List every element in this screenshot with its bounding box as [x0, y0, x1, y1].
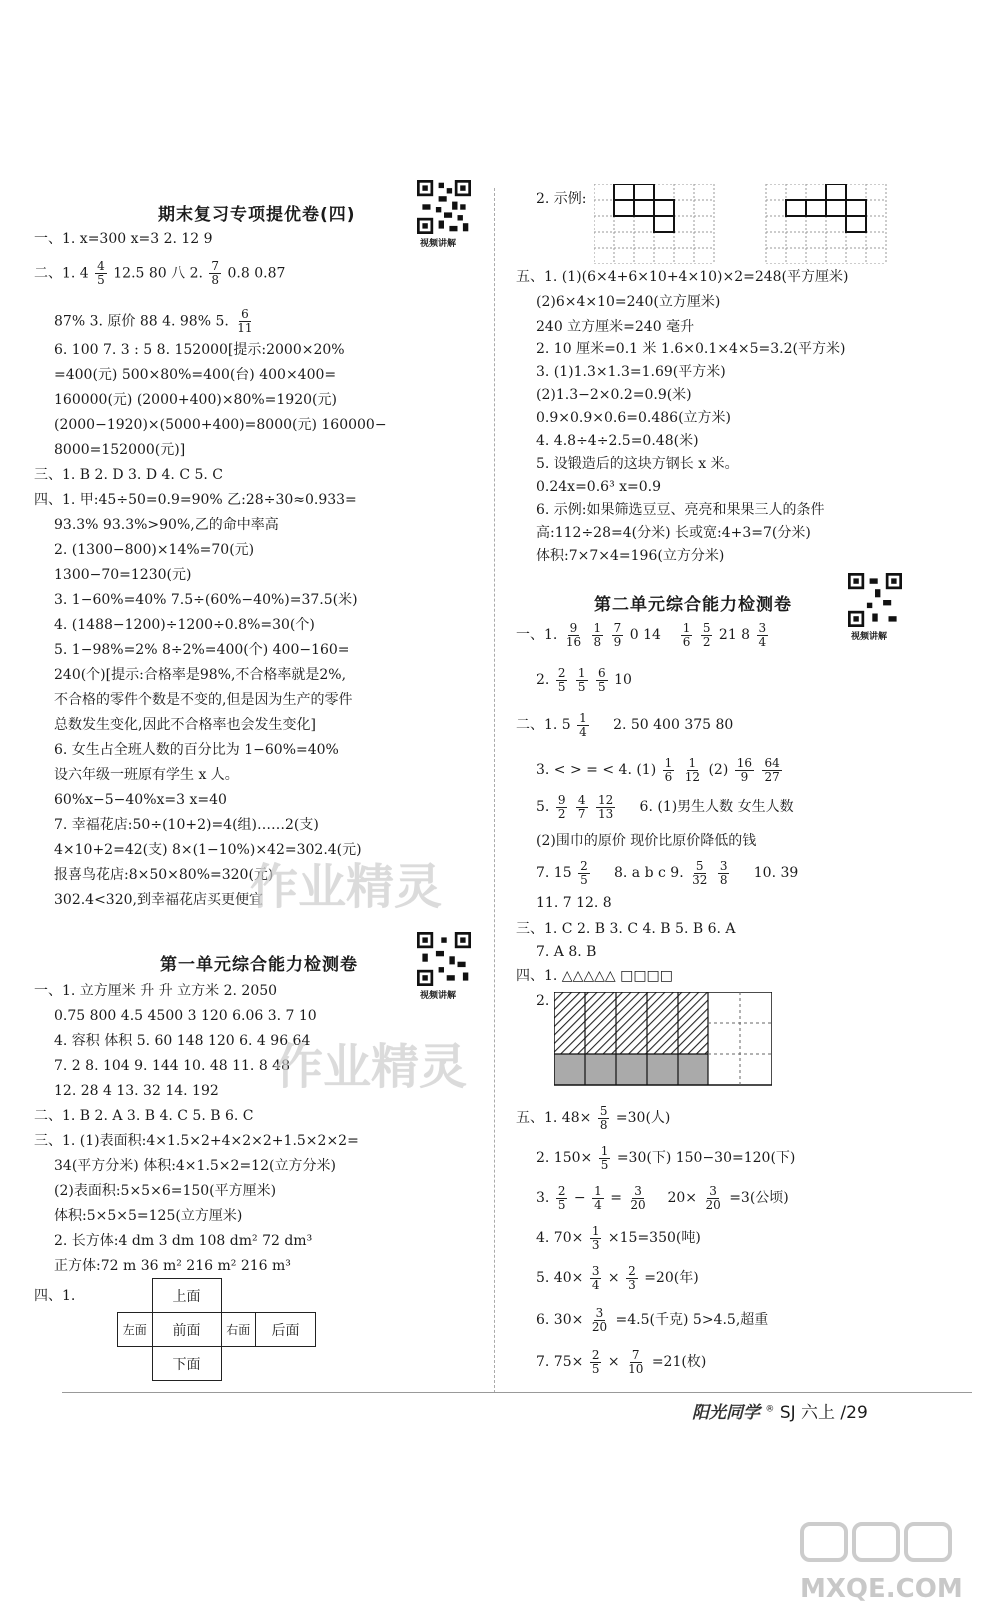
text-line: 160000(元) (2000+400)×80%=1920(元)	[54, 392, 337, 408]
text-line: 0 14	[629, 627, 661, 643]
net-back: 后面	[256, 1313, 316, 1347]
text-line: 0.24x=0.6³ x=0.9	[536, 479, 662, 495]
text-line: (2)表面积:5×5×6=150(平方厘米)	[54, 1183, 277, 1199]
text-line: 0.9×0.9×0.6=0.486(立方米)	[536, 410, 731, 426]
text-line: 6. 女生占全班人数的百分比为 1−60%=40%	[54, 742, 339, 758]
page-footer: 阳光同学 ® SJ 六上 /29	[692, 1403, 868, 1423]
fraction: $\frac{2}{5}$	[591, 1347, 600, 1376]
fraction: $\frac{6}{5}$	[598, 665, 606, 694]
text-line: 60%x−5−40%x=3 x=40	[54, 792, 227, 808]
text-line: 2.	[536, 672, 550, 688]
text-line: 2. 50 400 375 80	[613, 717, 734, 733]
text-line: 一、1.	[516, 627, 558, 643]
fraction: $\frac{6}{11}$	[237, 307, 253, 335]
text-line: =	[610, 1190, 622, 1206]
fraction: $\frac{1}{5}$	[600, 1143, 609, 1172]
fraction: $\frac{5}{2}$	[702, 620, 711, 649]
text-line: 1. x=300 x=3 2. 12 9	[62, 231, 213, 247]
text-line: ×	[607, 1354, 620, 1370]
text-line: 6. 100 7. 3 : 5 8. 152000[提示:2000×20%	[54, 342, 345, 358]
fraction: $\frac{4}{7}$	[577, 792, 586, 821]
text-line: (2)围巾的原价 现价比原价降低的钱	[536, 833, 757, 849]
text-line: 2. (1300−800)×14%=70(元)	[54, 542, 255, 558]
qr-caption: 视频讲解	[420, 239, 457, 249]
fraction: $\frac{7}{10}$	[628, 1347, 644, 1376]
text-line: =30(下) 150−30=120(下)	[616, 1150, 796, 1166]
qr-caption: 视频讲解	[851, 632, 888, 642]
text-line: 6. 30×	[536, 1312, 584, 1328]
fraction: $\frac{9}{16}$	[565, 620, 582, 649]
text-line: 5. 设锻造后的这块方钢长 x 米。	[536, 456, 739, 472]
text-line: 87% 3. 原价 88 4. 98% 5.	[54, 313, 229, 330]
fraction: $\frac{1}{5}$	[577, 665, 586, 694]
fraction: $\frac{3}{20}$	[630, 1183, 646, 1212]
text-line: 二、1. 5	[516, 717, 571, 733]
text-line: 6. (1)男生人数 女生人数	[639, 799, 794, 815]
text-line: 7. A 8. B	[536, 944, 597, 960]
text-line: 8. a b c 9.	[613, 865, 684, 881]
fraction: $\frac{1}{6}$	[682, 620, 691, 649]
text-line: 20×	[667, 1190, 698, 1206]
watermark: 作业精灵	[250, 859, 443, 915]
text-line: −	[573, 1190, 586, 1206]
text-line: 7. 75×	[536, 1354, 584, 1370]
logo-text: MXQE.COM	[800, 1574, 963, 1604]
text-line: 302.4<320,到幸福花店买更便宜	[54, 892, 263, 908]
fraction: $\frac{3}{8}$	[719, 858, 728, 887]
fraction: $\frac{3}{4}$	[758, 620, 767, 649]
fraction: $\frac{16}{9}$	[736, 755, 753, 784]
qr-caption: 视频讲解	[420, 991, 457, 1001]
text-line: 设六年级一班原有学生 x 人。	[54, 767, 239, 783]
text-line: 四、1. △△△△△ □□□□	[516, 968, 674, 984]
text-line: =400(元) 500×80%=400(台) 400×400=	[54, 367, 337, 383]
fraction: $\frac{2}{5}$	[580, 858, 588, 887]
text-line: 4. 4.8÷4÷2.5=0.48(米)	[536, 433, 699, 449]
text-line: 4×10+2=42(支) 8×(1−10%)×42=302.4(元)	[54, 842, 362, 858]
text-line: 0.8 0.87	[227, 265, 286, 282]
fraction: $\frac{1}{3}$	[591, 1223, 600, 1252]
net-right: 右面	[221, 1313, 256, 1347]
footer-rule	[62, 1392, 972, 1393]
text-line: (2)	[708, 762, 729, 778]
text-line: 体积:7×7×4=196(立方分米)	[536, 548, 725, 564]
text-line: 五、1. (1)(6×4+6×10+4×10)×2=248(平方厘米)	[516, 269, 849, 285]
section-title: 第二单元综合能力检测卷	[594, 595, 792, 615]
text-line: (2)1.3−2×0.2=0.9(米)	[536, 387, 692, 403]
text-line: 7. 幸福花店:50÷(10+2)=4(组)……2(支)	[54, 817, 319, 833]
brand-logo: 阳光同学	[692, 1403, 760, 1423]
text-line: 一、1. 立方厘米 升 升 立方米 2. 2050	[34, 983, 278, 999]
page-code: SJ 六上 /29	[779, 1403, 868, 1423]
fraction: $\frac{5}{8}$	[599, 1103, 608, 1132]
fraction: $\frac{7}{8}$	[211, 259, 220, 287]
fraction: $\frac{2}{5}$	[557, 1183, 566, 1212]
text-line: 2. 10 厘米=0.1 米 1.6×0.1×4×5=3.2(平方米)	[536, 341, 846, 357]
net-front: 前面	[152, 1313, 221, 1347]
text-line: 5. 40×	[536, 1270, 584, 1286]
text-line: 7. 15	[536, 865, 572, 881]
fraction: $\frac{2}{3}$	[628, 1263, 636, 1292]
fraction: $\frac{1}{8}$	[593, 620, 602, 649]
fraction: $\frac{9}{2}$	[557, 792, 566, 821]
text-line: (2000−1920)×(5000+400)=8000(元) 160000−	[54, 417, 387, 433]
text-line: 10. 39	[753, 865, 799, 881]
watermark: 作业精灵	[275, 1039, 468, 1095]
text-line: ×15=350(吨)	[607, 1230, 701, 1246]
net-bottom: 下面	[152, 1347, 221, 1381]
text-line: 3.	[536, 1190, 550, 1206]
text-line: 二、1. 4	[34, 265, 89, 282]
text-line: 二、1. B 2. A 3. B 4. C 5. B 6. C	[34, 1108, 254, 1124]
text-line: 11. 7 12. 8	[536, 895, 612, 911]
fraction: $\frac{4}{5}$	[97, 259, 105, 287]
fraction: $\frac{3}{4}$	[591, 1263, 600, 1292]
text-line: 四、1. 甲:45÷50=0.9=90% 乙:28÷30≈0.933=	[34, 492, 357, 508]
text-line: 12. 28 4 13. 32 14. 192	[54, 1083, 219, 1099]
text-line: 不合格的零件个数是不变的,但是因为生产的零件	[54, 692, 353, 708]
text-line: ×	[607, 1270, 620, 1286]
text-line: 21 8	[718, 627, 751, 643]
text-line: 总数发生变化,因此不合格率也会发生变化]	[54, 717, 316, 733]
text-line: 0.75 800 4.5 4500 3 120 6.06 3. 7 10	[54, 1008, 317, 1024]
text-line: 2.	[536, 993, 550, 1009]
text-line: 5. 1−98%=2% 8÷2%=400(个) 400−160=	[54, 642, 350, 658]
qr-code-icon[interactable]	[417, 180, 471, 234]
text-line: 34(平方分米) 体积:4×1.5×2=12(立方分米)	[54, 1158, 336, 1174]
text-line: 五、1. 48×	[516, 1110, 592, 1126]
text-line: 1300−70=1230(元)	[54, 567, 192, 583]
text-line: 一、	[34, 231, 62, 247]
text-line: 5.	[536, 799, 550, 815]
text-line: 2. 示例:	[536, 191, 587, 207]
text-line: 2. 长方体:4 dm 3 dm 108 dm² 72 dm³	[54, 1233, 313, 1249]
text-line: 93.3% 93.3%>90%,乙的命中率高	[54, 517, 279, 533]
fraction: $\frac{64}{27}$	[764, 755, 780, 784]
text-line: 2. 150×	[536, 1150, 593, 1166]
text-line: 四、1.	[34, 1288, 76, 1304]
fraction-area-figure	[554, 992, 772, 1086]
text-line: 3. (1)1.3×1.3=1.69(平方米)	[536, 364, 726, 380]
text-line: 三、1. B 2. D 3. D 4. C 5. C	[34, 467, 223, 483]
text-line: =21(枚)	[651, 1354, 707, 1370]
column-divider	[494, 188, 495, 1393]
text-line: 240 立方厘米=240 毫升	[536, 319, 695, 335]
qr-code-icon[interactable]	[417, 932, 471, 986]
text-line: 报喜鸟花店:8×50×80%=320(元)	[54, 867, 274, 883]
fraction: $\frac{12}{13}$	[598, 792, 614, 821]
text-line: =4.5(千克) 5>4.5,超重	[615, 1312, 769, 1328]
text-line: =20(年)	[644, 1270, 699, 1286]
text-line: 3. 1−60%=40% 7.5÷(60%−40%)=37.5(米)	[54, 592, 358, 608]
grid-figure	[594, 184, 894, 264]
text-line: 三、1. C 2. B 3. C 4. B 5. B 6. A	[516, 921, 736, 937]
text-line: 7. 2 8. 104 9. 144 10. 48 11. 8 48	[54, 1058, 290, 1074]
text-line: 正方体:72 m 36 m² 216 m² 216 m³	[54, 1258, 291, 1274]
fraction: $\frac{3}{20}$	[591, 1305, 608, 1334]
text-line: 4. (1488−1200)÷1200÷0.8%=30(个)	[54, 617, 315, 633]
net-top: 上面	[152, 1279, 221, 1313]
fraction: $\frac{3}{20}$	[705, 1183, 721, 1212]
fraction: $\frac{7}{9}$	[613, 620, 622, 649]
qr-code-icon[interactable]	[848, 573, 902, 627]
section-title: 期末复习专项提优卷(四)	[158, 205, 356, 225]
fraction: $\frac{1}{4}$	[594, 1183, 602, 1212]
text-line: 240(个)[提示:合格率是98%,不合格率就是2%,	[54, 667, 347, 683]
text-line: (2)6×4×10=240(立方厘米)	[536, 294, 721, 310]
cube-net-diagram	[117, 1278, 316, 1381]
text-line: =3(公顷)	[729, 1190, 789, 1206]
text-line: 高:112÷28=4(分米) 长或宽:4+3=7(分米)	[536, 525, 811, 541]
fraction: $\frac{1}{4}$	[579, 710, 587, 739]
text-line: 三、1. (1)表面积:4×1.5×2+4×2×2+1.5×2×2=	[34, 1133, 359, 1149]
section-title: 第一单元综合能力检测卷	[160, 955, 358, 975]
site-logo	[800, 1520, 970, 1604]
text-line: =30(人)	[615, 1110, 671, 1126]
fraction: $\frac{1}{12}$	[684, 755, 700, 784]
text-line: 10	[614, 672, 632, 688]
text-line: 12.5 80 八 2.	[113, 265, 203, 282]
net-left: 左面	[118, 1313, 153, 1347]
fraction: $\frac{5}{32}$	[692, 858, 708, 887]
text-line: 4. 容积 体积 5. 60 148 120 6. 4 96 64	[54, 1033, 311, 1049]
fraction: $\frac{1}{6}$	[664, 755, 673, 784]
text-line: 8000=152000(元)]	[54, 442, 186, 458]
text-line: 体积:5×5×5=125(立方厘米)	[54, 1208, 243, 1224]
fraction: $\frac{2}{5}$	[557, 665, 566, 694]
text-line: 6. 示例:如果筛选豆豆、亮亮和果果三人的条件	[536, 502, 825, 518]
text-line: 3. < > = < 4. (1)	[536, 762, 657, 778]
text-line: 4. 70×	[536, 1230, 584, 1246]
